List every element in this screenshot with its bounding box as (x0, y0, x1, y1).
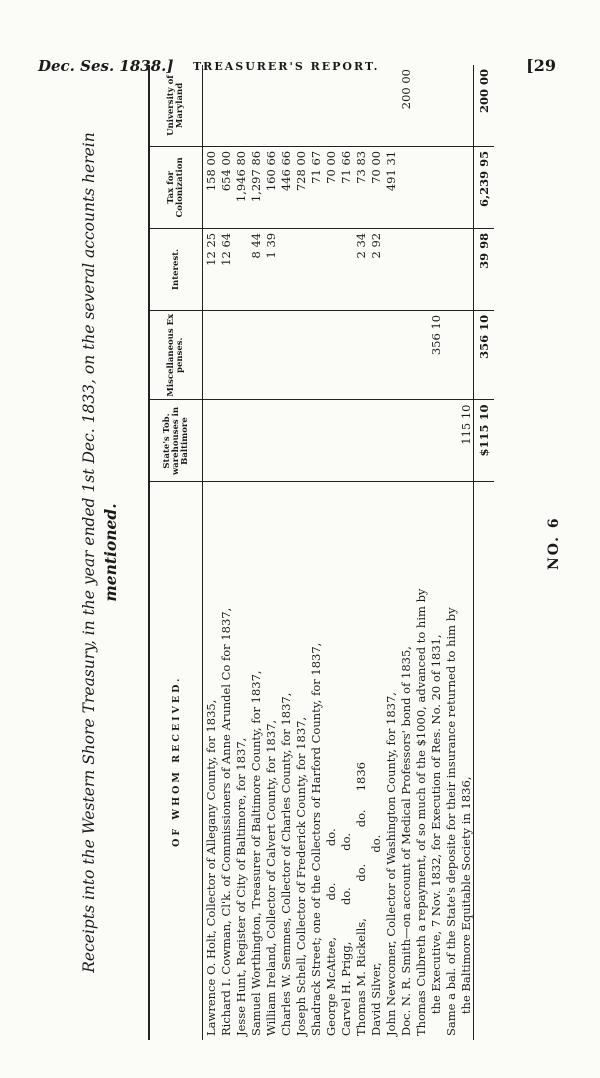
row-interest (323, 228, 338, 310)
row-tax: 6,239 95 (474, 146, 495, 228)
row-misc (353, 310, 368, 400)
row-description: Carvel H. Prigg, do. do. (338, 832, 353, 1036)
row-misc (398, 310, 413, 400)
row-description: the Executive, 7 Nov. 1832, for Execution of Res. No. 20 of 1831, (428, 634, 443, 1036)
row-interest (338, 228, 353, 310)
row-tobacco (398, 400, 413, 482)
row-interest (458, 228, 474, 310)
row-description: Same a bal. of the State's deposite for their insurance returned to him by (443, 607, 458, 1036)
row-misc (458, 310, 474, 400)
row-university (308, 65, 323, 146)
table-row (398, 65, 413, 1040)
row-university: 200 00 (398, 65, 413, 146)
row-tax: 654 00 (218, 146, 233, 228)
document-number: NO. 6 (546, 516, 562, 570)
row-interest (383, 228, 398, 310)
row-university (383, 65, 398, 146)
row-misc (278, 310, 293, 400)
row-interest: 2 34 (353, 228, 368, 310)
row-description (474, 482, 495, 1040)
rotated-table-block (78, 65, 578, 1040)
row-tax: 73 83 (353, 146, 368, 228)
row-misc (383, 310, 398, 400)
caption-line-1: Receipts into the Western Shore Treasury, in the year ended 1st Dec. 1833, on the several accounts herein (80, 132, 98, 973)
row-description: Lawrence O. Holt, Collector of Allegany County, for 1835, (203, 699, 218, 1036)
row-tax: 491 31 (383, 146, 398, 228)
row-tobacco (263, 400, 278, 482)
row-university (338, 65, 353, 146)
row-description: Doc. N. R. Smith—on account of Medical Professors' bond of 1835, (398, 646, 413, 1036)
row-tobacco: 115 10 (458, 400, 474, 482)
row-tax: 1,297 86 (248, 146, 263, 228)
row-tax (428, 146, 443, 228)
row-tax: 70 00 (323, 146, 338, 228)
row-interest: 1 39 (263, 228, 278, 310)
row-description: the Baltimore Equitable Society in 1836, (458, 776, 473, 1036)
table-row (428, 65, 443, 1040)
row-misc: 356 10 (474, 310, 495, 400)
row-interest (233, 228, 248, 310)
running-head-date: Dec. Ses. 1838.] (38, 57, 174, 75)
table-row (443, 65, 458, 1040)
receipts-table (148, 65, 508, 1040)
row-tobacco (233, 400, 248, 482)
row-tax: 71 66 (338, 146, 353, 228)
column-header-interest: Interest. (149, 228, 203, 310)
table-row (383, 65, 398, 1040)
row-tax: 446 66 (278, 146, 293, 228)
row-interest (428, 228, 443, 310)
row-tobacco (278, 400, 293, 482)
row-misc (248, 310, 263, 400)
row-tax (398, 146, 413, 228)
table-row (233, 65, 248, 1040)
row-tobacco (338, 400, 353, 482)
row-tax: 1,946 80 (233, 146, 248, 228)
row-tobacco (293, 400, 308, 482)
row-interest (443, 228, 458, 310)
row-misc (338, 310, 353, 400)
caption-line-2: mentioned. (101, 503, 120, 602)
row-description: John Newcomer, Collector of Washington County, for 1837, (383, 692, 398, 1036)
table-row (353, 65, 368, 1040)
row-misc (293, 310, 308, 400)
row-tax: 728 00 (293, 146, 308, 228)
row-description: Charles W. Semmes, Collector of Charles County, for 1837, (278, 692, 293, 1036)
row-university (278, 65, 293, 146)
table-body (203, 65, 495, 1040)
table-row (413, 65, 428, 1040)
row-tobacco (218, 400, 233, 482)
row-misc (308, 310, 323, 400)
row-tax: 160 66 (263, 146, 278, 228)
row-university (263, 65, 278, 146)
row-interest (413, 228, 428, 310)
row-tobacco (308, 400, 323, 482)
row-description: Thomas M. Rickells, do. do. 1836 (353, 761, 368, 1036)
table-row (338, 65, 353, 1040)
row-university (248, 65, 263, 146)
row-description: Thomas Culbreth a repayment, of so much of the $1000, advanced to him by (413, 588, 428, 1036)
row-university (458, 65, 474, 146)
row-university (218, 65, 233, 146)
page-number: [29 (526, 56, 556, 75)
row-tobacco (353, 400, 368, 482)
row-tobacco (368, 400, 383, 482)
row-university: 200 00 (474, 65, 495, 146)
row-university (428, 65, 443, 146)
row-university (293, 65, 308, 146)
row-misc (443, 310, 458, 400)
table-caption (78, 65, 122, 1040)
table-row (203, 65, 219, 1040)
row-interest: 2 92 (368, 228, 383, 310)
row-description: David Silver, do. (368, 834, 383, 1036)
row-misc (368, 310, 383, 400)
column-header-tax: Tax for Colonization (149, 146, 203, 228)
row-misc (203, 310, 219, 400)
row-interest: 12 64 (218, 228, 233, 310)
row-tax (413, 146, 428, 228)
row-description: Richard I. Cowman, Cl'k. of Commissioners of Anne Arundel Co for 1837, (218, 607, 233, 1036)
row-misc (263, 310, 278, 400)
row-tax (458, 146, 474, 228)
table-row (248, 65, 263, 1040)
row-description: Jesse Hunt, Register of City of Baltimore, for 1837, (233, 737, 248, 1036)
row-misc (218, 310, 233, 400)
table-row (308, 65, 323, 1040)
row-tax (443, 146, 458, 228)
row-misc (233, 310, 248, 400)
row-tax: 70 00 (368, 146, 383, 228)
table-row (263, 65, 278, 1040)
row-university (353, 65, 368, 146)
row-university (368, 65, 383, 146)
row-university (323, 65, 338, 146)
row-interest (398, 228, 413, 310)
column-header-tobacco: State's Tob. warehouses in Baltimore (149, 400, 203, 482)
row-university (233, 65, 248, 146)
table-row (323, 65, 338, 1040)
row-tobacco (323, 400, 338, 482)
row-tobacco: $115 10 (474, 400, 495, 482)
row-university (443, 65, 458, 146)
table-row (218, 65, 233, 1040)
row-misc (323, 310, 338, 400)
running-head-title: TREASURER'S REPORT. (193, 60, 380, 73)
row-description: Joseph Schell, Collector of Frederick County, for 1837, (293, 716, 308, 1036)
table-header-row (149, 65, 203, 1040)
row-interest: 12 25 (203, 228, 219, 310)
row-description: Samuel Worthington, Treasurer of Baltimore County, for 1837, (248, 670, 263, 1036)
totals-row (474, 65, 495, 1040)
row-misc (413, 310, 428, 400)
row-interest: 39 98 (474, 228, 495, 310)
row-university (203, 65, 219, 146)
row-university (413, 65, 428, 146)
table-row (278, 65, 293, 1040)
row-description: Shadrack Street; one of the Collectors of Harford County, for 1837, (308, 642, 323, 1036)
table-row (458, 65, 474, 1040)
row-interest (278, 228, 293, 310)
column-header-misc: Miscellaneous Ex penses. (149, 310, 203, 400)
table-row (293, 65, 308, 1040)
row-tobacco (203, 400, 219, 482)
row-tobacco (413, 400, 428, 482)
row-interest: 8 44 (248, 228, 263, 310)
row-interest (293, 228, 308, 310)
row-tax: 71 67 (308, 146, 323, 228)
row-interest (308, 228, 323, 310)
row-tobacco (443, 400, 458, 482)
row-tobacco (248, 400, 263, 482)
table-row (368, 65, 383, 1040)
row-tobacco (383, 400, 398, 482)
row-description: William Ireland, Collector of Calvert County, for 1837, (263, 719, 278, 1036)
row-tax: 158 00 (203, 146, 219, 228)
row-misc: 356 10 (428, 310, 443, 400)
column-header-university: University of Maryland (149, 65, 203, 146)
row-tobacco (428, 400, 443, 482)
row-description: George McAttee, do. do. (323, 828, 338, 1036)
column-header-whom: OF WHOM RECEIVED. (149, 482, 203, 1040)
